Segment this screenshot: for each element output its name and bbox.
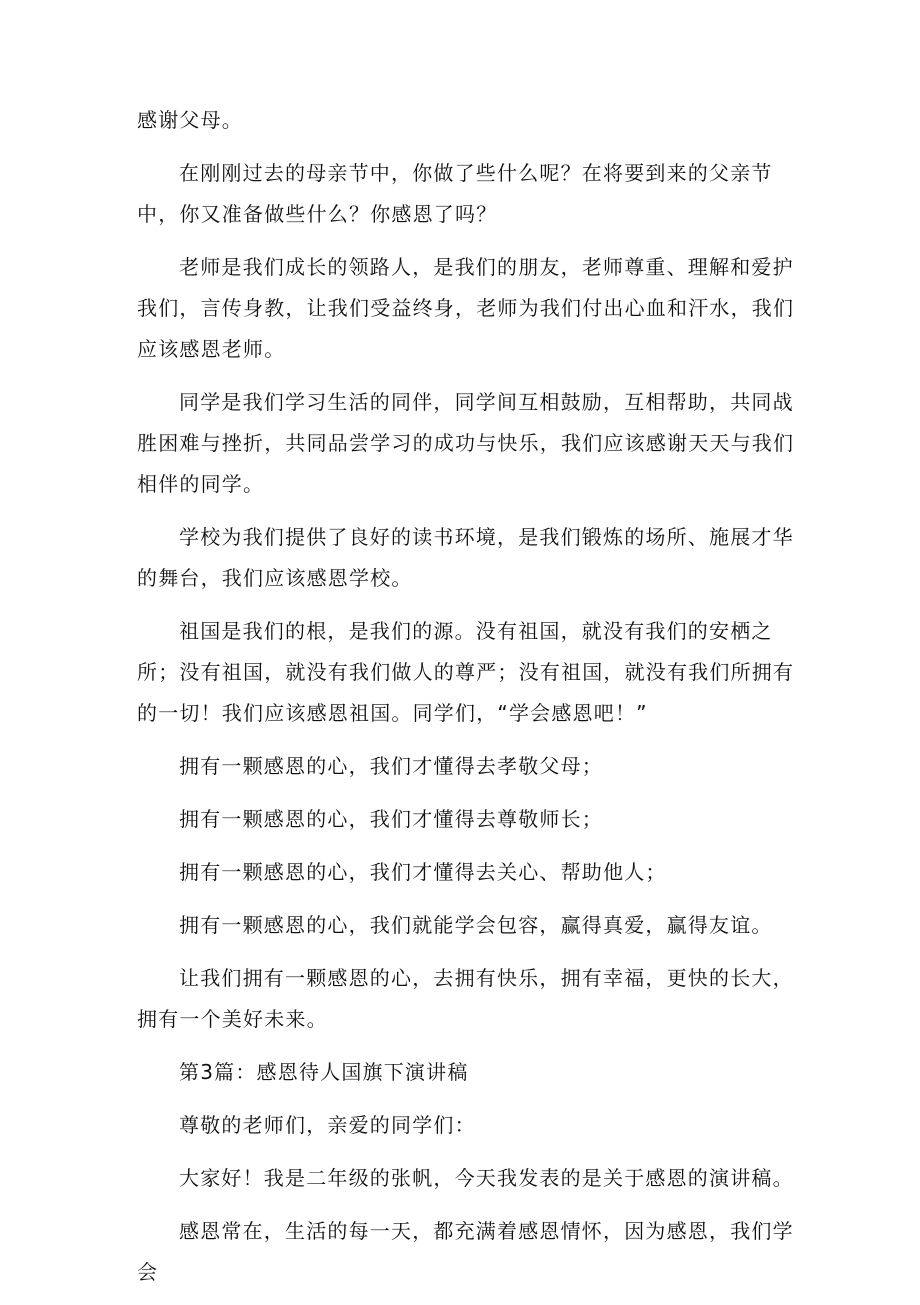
- document-body: [137, 100, 797, 1305]
- paragraph-9: 拥有一颗感恩的心，我们才懂得去关心、帮助他人；: [179, 860, 667, 884]
- paragraph-5: 学校为我们提供了良好的读书环境，是我们锻炼的场所、施展才华的舞台，我们应该感恩学校。: [137, 525, 794, 590]
- paragraph-3: 老师是我们成长的领路人，是我们的朋友，老师尊重、理解和爱护我们，言传身教，让我们受益终身，老师为我们付出心血和汗水，我们应该感恩老师。: [137, 255, 795, 361]
- paragraph-7: 拥有一颗感恩的心，我们才懂得去孝敬父母；: [179, 754, 603, 778]
- salutation: 尊敬的老师们，亲爱的同学们：: [179, 1113, 476, 1137]
- paragraph-2: 在刚刚过去的母亲节中，你做了些什么呢？在将要到来的父亲节中，你又准备做些什么？你感恩了吗？: [137, 161, 773, 226]
- paragraph-11: 让我们拥有一颗感恩的心，去拥有快乐，拥有幸福，更快的长大，拥有一个美好未来。: [137, 966, 794, 1031]
- paragraph-4: 同学是我们学习生活的同伴，同学间互相鼓励，互相帮助，共同战胜困难与挫折，共同品尝学习的成功与快乐，我们应该感谢天天与我们相伴的同学。: [137, 390, 795, 496]
- paragraph-15: 感恩常在，生活的每一天，都充满着感恩情怀，因为感恩，我们学会: [137, 1219, 794, 1284]
- greeting: 大家好！我是二年级的张帆，今天我发表的是关于感恩的演讲稿。: [179, 1166, 794, 1190]
- paragraph-6: 祖国是我们的根，是我们的源。没有祖国，就没有我们的安栖之所；没有祖国，就没有我们做人的尊严；没有祖国，就没有我们所拥有的一切！我们应该感恩祖国。同学们，“学会感恩吧！”: [137, 619, 795, 725]
- paragraph-8: 拥有一颗感恩的心，我们才懂得去尊敬师长；: [179, 807, 603, 831]
- section-heading: 第3篇：感恩待人国旗下演讲稿: [179, 1060, 469, 1084]
- paragraph-1: 感谢父母。: [137, 108, 243, 132]
- paragraph-10: 拥有一颗感恩的心，我们就能学会包容，赢得真爱，赢得友谊。: [179, 913, 773, 937]
